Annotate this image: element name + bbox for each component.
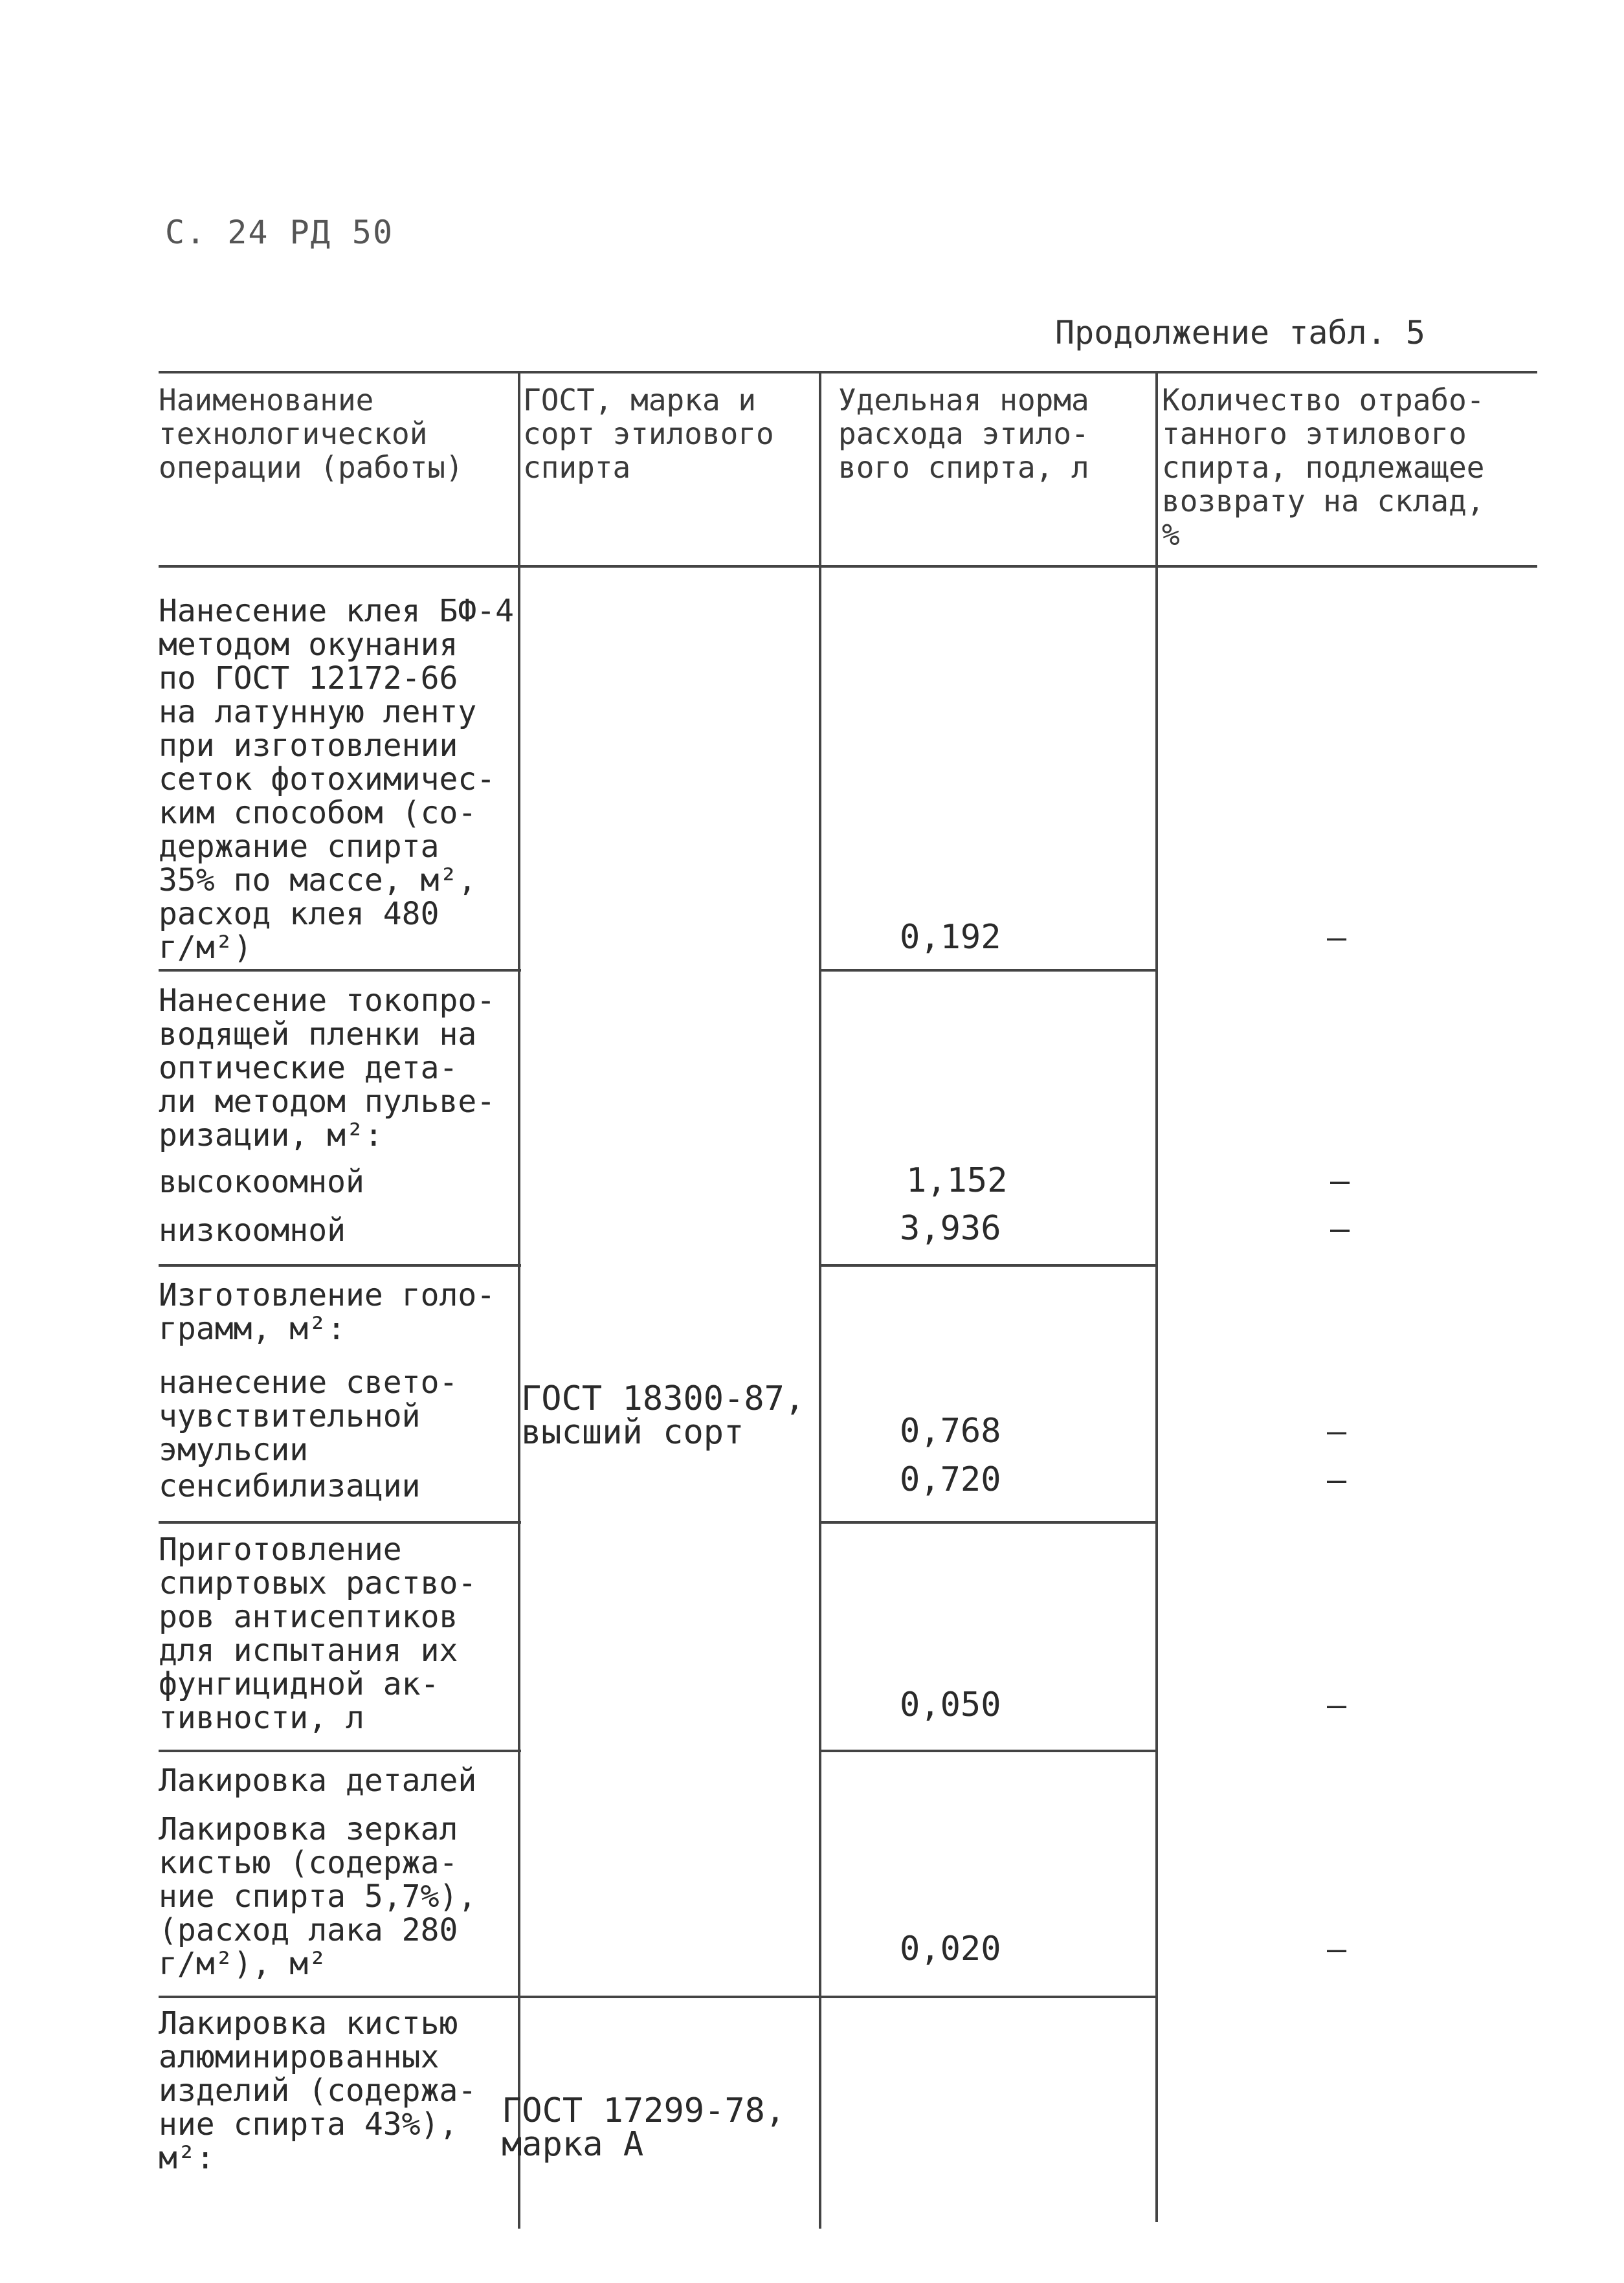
row1-return: — [1327, 919, 1347, 956]
row-divider-2b [819, 1264, 1158, 1267]
row-divider-1a [159, 969, 521, 972]
row-divider-4a [159, 1750, 521, 1752]
table-top-border [159, 371, 1537, 373]
row3-sub2-norm: 0,720 [900, 1460, 1001, 1499]
row1-operation: Нанесение клея БФ-4 методом окунания по ГОСТ 12172-66 на латунную ленту при изготовлении сеток фотохимичес- ким способом (со- держание спирта 35% по массе, м², расход клея 480 г/м²) [159, 593, 515, 966]
row3-sub1-norm: 0,768 [900, 1412, 1001, 1451]
row6-operation: Лакировка кистью алюминированных изделий (содержа- ние спирта 43%), м²: [159, 2005, 477, 2176]
header-bottom-border [159, 565, 1537, 568]
header-norm: Удельная норма расхода этило- вого спирта, л [838, 383, 1089, 485]
row2-sub2-norm: 3,936 [900, 1209, 1001, 1248]
row-divider-3b [819, 1521, 1158, 1524]
row-divider-4b [819, 1750, 1158, 1752]
page-header: С. 24 РД 50 [165, 214, 394, 251]
column-divider-3 [1155, 371, 1158, 2222]
header-operation: Наименование технологической операции (работы) [159, 383, 463, 485]
header-return: Количество отрабо- танного этилового спирта, подлежащее возврату на склад, % [1162, 383, 1485, 552]
row2-sub2-label: низкоомной [159, 1212, 346, 1249]
row-divider-5 [159, 1996, 1158, 1998]
row-divider-3a [159, 1521, 521, 1524]
row3-sub1-return: — [1327, 1412, 1347, 1450]
row5-sub1-norm: 0,020 [900, 1930, 1001, 1968]
row3-sub2-label: сенсибилизации [159, 1468, 421, 1504]
header-gost: ГОСТ, марка и сорт этилового спирта [523, 383, 774, 485]
row3-sub1-label: нанесение свето- чувствительной эмульсии [159, 1364, 458, 1468]
row2-sub1-label: высокоомной [159, 1164, 364, 1200]
column-divider-2 [819, 371, 821, 2229]
row4-operation: Приготовление спиртовых раство- ров антисептиков для испытания их фунгицидной ак- тивности, л [159, 1531, 477, 1736]
row2-sub2-return: — [1330, 1210, 1350, 1247]
row3-sub2-return: — [1327, 1461, 1347, 1498]
row3-operation: Изготовление голо- грамм, м²: [159, 1277, 496, 1347]
row5-operation: Лакировка деталей [159, 1763, 477, 1799]
row1-norm: 0,192 [900, 918, 1001, 957]
row5-sub1-return: — [1327, 1930, 1347, 1968]
row2-sub1-norm: 1,152 [906, 1161, 1008, 1200]
row4-norm: 0,050 [900, 1686, 1001, 1724]
row4-return: — [1327, 1686, 1347, 1724]
row-divider-2a [159, 1264, 521, 1267]
row2-operation: Нанесение токопро- водящей пленки на оптические дета- ли методом пульве- ризации, м²: [159, 983, 496, 1153]
table-caption: Продолжение табл. 5 [1055, 314, 1425, 351]
gost-last: ГОСТ 17299-78, марка А [502, 2091, 786, 2164]
row5-sub1-label: Лакировка зеркал кистью (содержа- ние спирта 5,7%), (расход лака 280 г/м²), м² [159, 1811, 477, 1982]
row2-sub1-return: — [1330, 1162, 1350, 1199]
gost-main: ГОСТ 18300-87, высший сорт [521, 1379, 805, 1452]
row-divider-1b [819, 969, 1158, 972]
